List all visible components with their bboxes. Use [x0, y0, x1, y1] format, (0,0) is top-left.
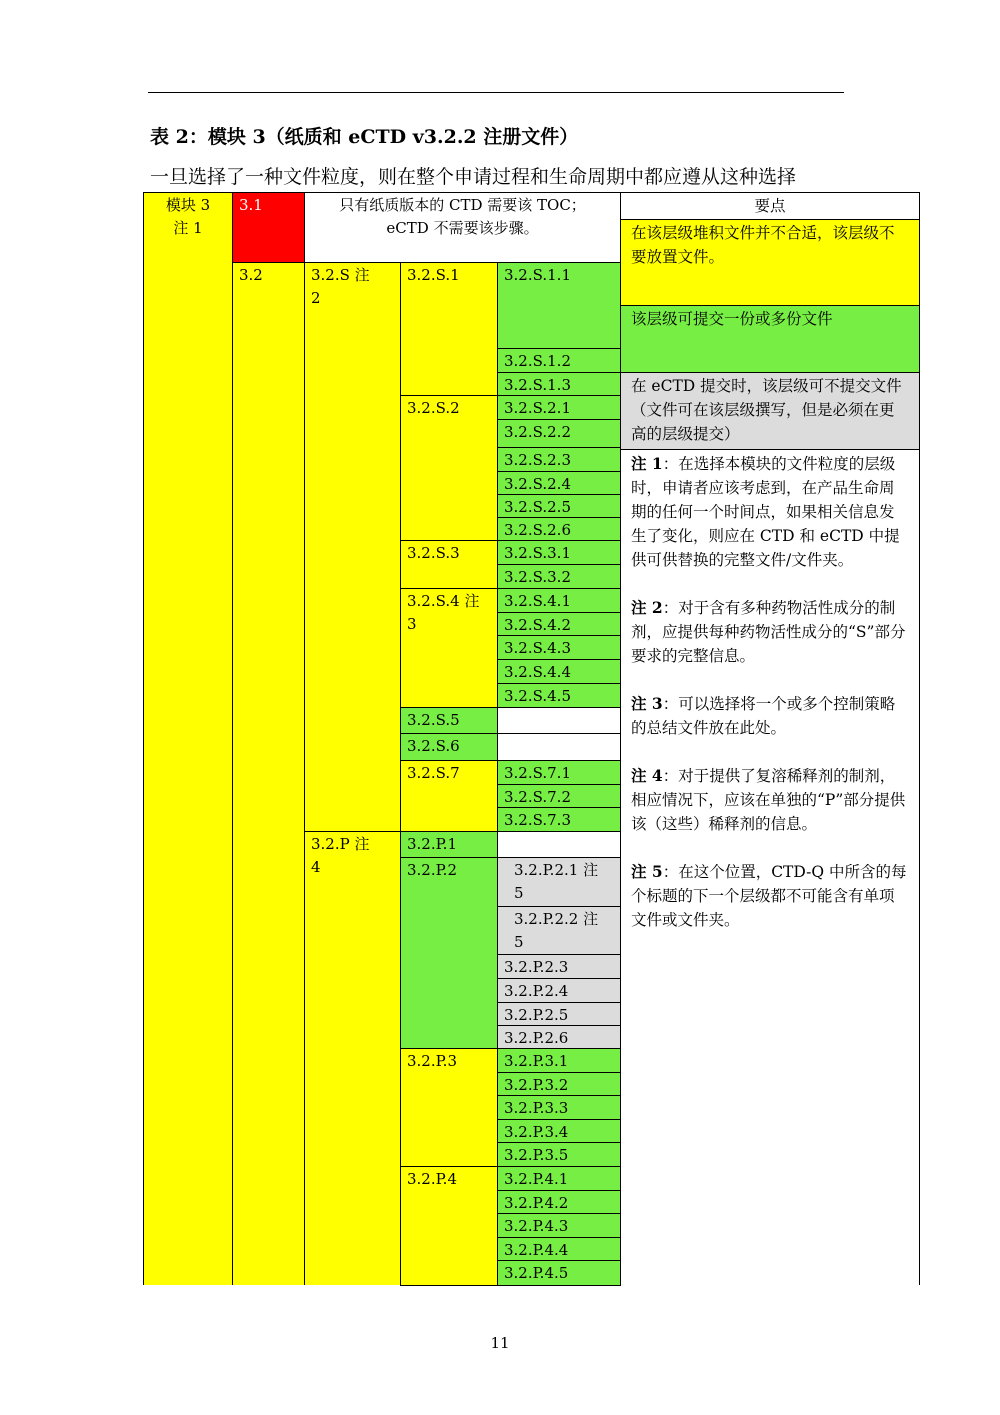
section-P3-2-cell: 3.2.P.3.2 — [497, 1072, 621, 1096]
section-S6-cell: 3.2.S.6 — [400, 733, 498, 761]
section-P2-4-cell: 3.2.P.2.4 — [497, 978, 621, 1003]
section-S4-5-cell: 3.2.S.4.5 — [497, 683, 621, 708]
section-S5-cell: 3.2.S.5 — [400, 707, 498, 734]
section-S4-3-cell: 3.2.S.4.3 — [497, 635, 621, 660]
section-S4-1-cell: 3.2.S.4.1 — [497, 588, 621, 613]
section-3-1-cell: 3.1 — [232, 192, 305, 263]
section-P4-3-cell: 3.2.P.4.3 — [497, 1213, 621, 1238]
table-title: 表 2：模块 3（纸质和 eCTD v3.2.2 注册文件） — [150, 126, 579, 148]
section-S4-cell: 3.2.S.4 注 3 — [400, 588, 498, 708]
note-5: 注 5：在这个位置，CTD-Q 中所含的每个标题的下一个层级都不可能含有单项文件或文件夹。 — [631, 862, 907, 929]
section-S7-2-cell: 3.2.S.7.2 — [497, 784, 621, 808]
section-S1-2-cell: 3.2.S.1.2 — [497, 348, 621, 373]
legend-grey-cell: 在 eCTD 提交时，该层级可不提交文件（文件可在该层级撰写，但是必须在更高的层级提交） — [620, 372, 920, 450]
section-S3-2-cell: 3.2.S.3.2 — [497, 564, 621, 589]
section-P2-2-cell: 3.2.P.2.2 注 5 — [497, 906, 621, 955]
section-S4-4-cell: 3.2.S.4.4 — [497, 659, 621, 684]
section-S7-cell: 3.2.S.7 — [400, 760, 498, 832]
section-P4-cell: 3.2.P.4 — [400, 1166, 498, 1286]
section-S2-6-cell: 3.2.S.2.6 — [497, 517, 621, 541]
note-3: 注 3：可以选择将一个或多个控制策略的总结文件放在此处。 — [631, 694, 896, 737]
section-S4-2-cell: 3.2.S.4.2 — [497, 612, 621, 636]
section-S7-3-cell: 3.2.S.7.3 — [497, 807, 621, 832]
section-S1-3-cell: 3.2.S.1.3 — [497, 372, 621, 396]
section-P4-2-cell: 3.2.P.4.2 — [497, 1190, 621, 1214]
section-S1-cell: 3.2.S.1 — [400, 262, 498, 396]
section-P2-cell: 3.2.P.2 — [400, 857, 498, 1049]
note-4: 注 4：对于提供了复溶稀释剂的制剂，相应情况下，应该在单独的“P”部分提供该（这些）稀释剂的信息。 — [631, 766, 906, 833]
key-points-header: 要点 — [620, 192, 920, 220]
section-3-2-cell: 3.2 — [232, 262, 305, 1285]
section-S2-5-cell: 3.2.S.2.5 — [497, 494, 621, 518]
section-S3-cell: 3.2.S.3 — [400, 540, 498, 589]
module3-cell: 模块 3 注 1 — [143, 192, 233, 1285]
notes-panel — [620, 449, 920, 1285]
section-S2-1-cell: 3.2.S.2.1 — [497, 395, 621, 420]
section-P4-4-cell: 3.2.P.4.4 — [497, 1237, 621, 1261]
toc-note-cell: 只有纸质版本的 CTD 需要该 TOC； eCTD 不需要该步骤。 — [304, 192, 621, 263]
section-P1-empty-cell — [497, 831, 621, 858]
section-P2-6-cell: 3.2.P.2.6 — [497, 1025, 621, 1049]
header-rule — [148, 92, 844, 93]
section-P4-1-cell: 3.2.P.4.1 — [497, 1166, 621, 1191]
section-S6-empty-cell — [497, 733, 621, 761]
section-3-2-S-cell: 3.2.S 注 2 — [304, 262, 401, 832]
section-P3-1-cell: 3.2.P.3.1 — [497, 1048, 621, 1073]
section-S2-4-cell: 3.2.S.2.4 — [497, 471, 621, 495]
section-S2-cell: 3.2.S.2 — [400, 395, 498, 541]
legend-green-cell: 该层级可提交一份或多份文件 — [620, 305, 920, 373]
page-number: 11 — [490, 1334, 510, 1352]
section-P2-1-cell: 3.2.P.2.1 注 5 — [497, 857, 621, 907]
section-S2-2-cell: 3.2.S.2.2 — [497, 419, 621, 448]
section-P1-cell: 3.2.P.1 — [400, 831, 498, 858]
section-S3-1-cell: 3.2.S.3.1 — [497, 540, 621, 565]
note-2: 注 2：对于含有多种药物活性成分的制剂，应提供每种药物活性成分的“S”部分要求的完整信息。 — [631, 598, 906, 665]
section-P2-5-cell: 3.2.P.2.5 — [497, 1002, 621, 1026]
section-S2-3-cell: 3.2.S.2.3 — [497, 447, 621, 472]
section-S5-empty-cell — [497, 707, 621, 734]
section-P4-5-cell: 3.2.P.4.5 — [497, 1260, 621, 1286]
section-P3-3-cell: 3.2.P.3.3 — [497, 1095, 621, 1120]
section-S7-1-cell: 3.2.S.7.1 — [497, 760, 621, 785]
section-P2-3-cell: 3.2.P.2.3 — [497, 954, 621, 979]
section-S1-1-cell: 3.2.S.1.1 — [497, 262, 621, 349]
note-1: 注 1：在选择本模块的文件粒度的层级时，申请者应该考虑到，在产品生命周期的任何一个时间点，如果相关信息发生了变化，则应在 CTD 和 eCTD 中提供可供替换的完整文件/文件夹。 — [631, 454, 900, 569]
table-subtitle: 一旦选择了一种文件粒度，则在整个申请过程和生命周期中都应遵从这种选择 — [150, 166, 797, 188]
section-P3-5-cell: 3.2.P.3.5 — [497, 1142, 621, 1167]
section-3-2-P-cell: 3.2.P 注 4 — [304, 831, 401, 1285]
section-P3-4-cell: 3.2.P.3.4 — [497, 1119, 621, 1143]
legend-yellow-cell: 在该层级堆积文件并不合适，该层级不要放置文件。 — [620, 219, 920, 306]
section-P3-cell: 3.2.P.3 — [400, 1048, 498, 1167]
